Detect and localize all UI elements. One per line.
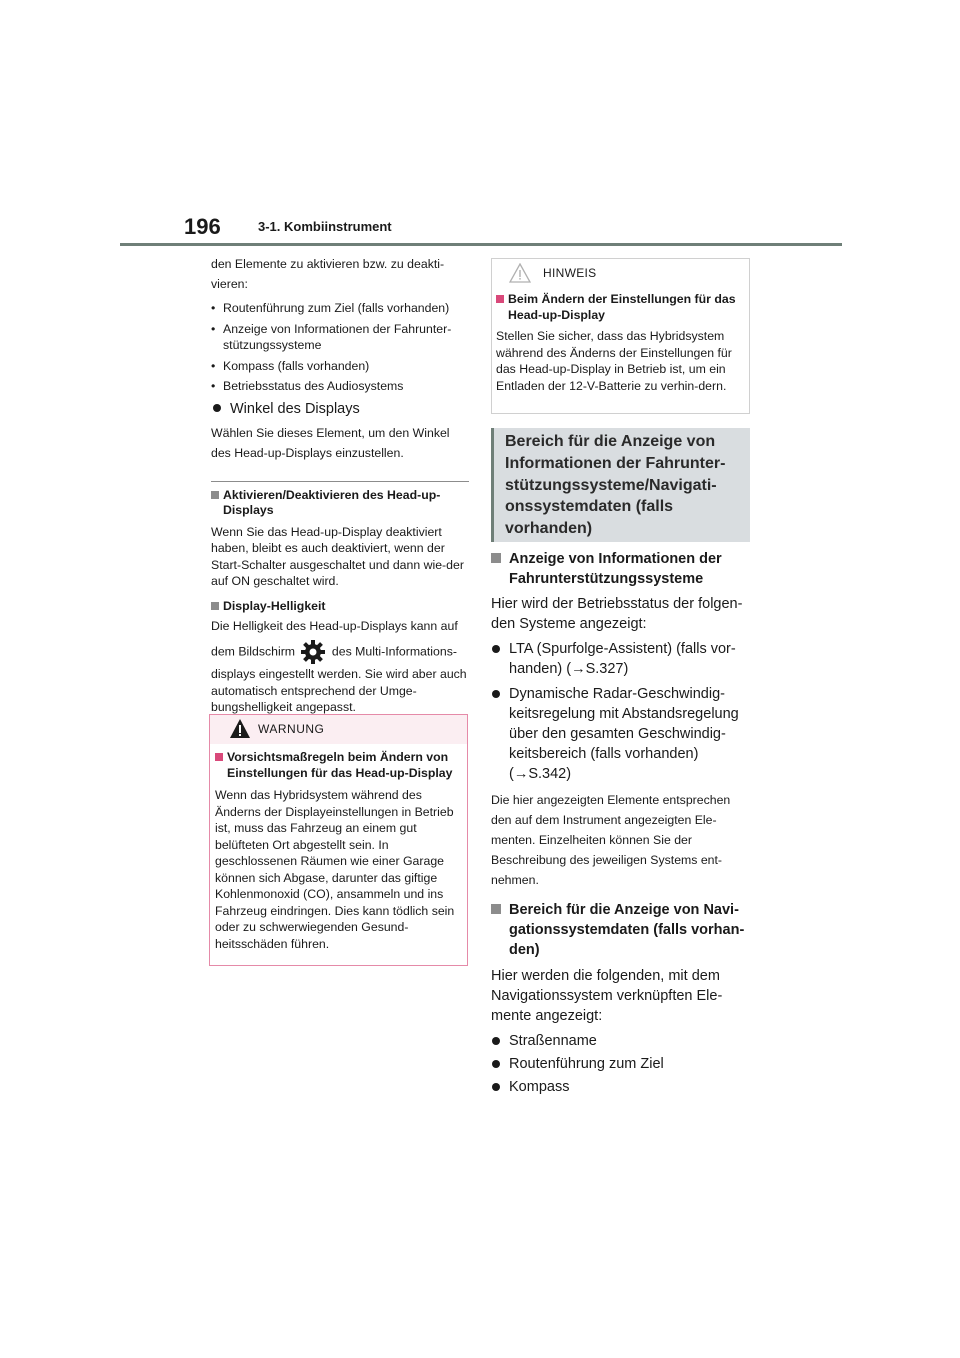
nav-heading: Bereich für die Anzeige von Navi-gationssystemdaten (falls vorhan-den) xyxy=(491,900,750,960)
banner-line: vorhanden) xyxy=(505,520,593,538)
warning-header xyxy=(210,715,467,744)
banner-line: stützungssysteme/Navigati- xyxy=(505,476,717,494)
list-item: Routenführung zum Ziel xyxy=(491,1054,750,1074)
bullet-dot xyxy=(492,645,500,653)
note-heading: Beim Ändern der Einstellungen für das Head-up-Display xyxy=(496,292,745,323)
warning-text: Wenn das Hybridsystem während des Änderns der Displayeinstellungen in Betrieb ist, muss das Fahrzeug an einem gut belüfteten Ort abgestellt sein. In geschlossenen Räumen wie einer Garage können sich Abgase, darunter das giftige Kohlenmonoxid (CO), ansammeln und ins Fahrzeug eindringen. Dies kann tödlich sein oder zu schwerwiegenden Gesund-heitsschäden führen. xyxy=(215,788,455,951)
feature-list xyxy=(211,300,469,395)
angle-text-2: des Head-up-Displays einzustellen. xyxy=(211,445,404,460)
gear-icon xyxy=(300,639,326,665)
warning-triangle-icon xyxy=(229,718,251,739)
square-marker xyxy=(491,553,501,563)
list-item: LTA (Spurfolge-Assistent) (falls vor-handen) (→S.327) xyxy=(491,639,750,679)
nav-list xyxy=(491,1031,750,1097)
bullet-dot xyxy=(492,1083,500,1091)
nav-intro: Hier werden die folgenden, mit dem Navigationssystem verknüpften Ele-mente angezeigt: xyxy=(491,968,723,1024)
list-item: Dynamische Radar-Geschwindig-keitsregelung mit Abstandsregelung über den gesamten Geschwindig-keitsbereich (falls vorhanden) (→S.342) xyxy=(491,684,750,784)
assist-note xyxy=(491,790,750,890)
section-title: 3-1. Kombiinstrument xyxy=(258,219,392,234)
list-item: • Anzeige von Informationen der Fahrunter-stützungssysteme xyxy=(211,321,452,352)
brightness-text-d: displays eingestellt werden. Sie wird aber auch automatisch entsprechend der Umge-bungshelligkeit angepasst. xyxy=(211,667,467,714)
bullet-dot xyxy=(492,1037,500,1045)
warning-label: WARNUNG xyxy=(258,722,325,736)
warning-box xyxy=(209,714,468,966)
assist-heading: Anzeige von Informationen der Fahrunterstützungssysteme xyxy=(491,549,750,589)
banner-line: Informationen der Fahrunter- xyxy=(505,454,726,472)
list-item: • Betriebsstatus des Audiosystems xyxy=(211,379,404,393)
note-label: HINWEIS xyxy=(543,266,597,280)
assist-list xyxy=(491,639,750,784)
left-column xyxy=(211,254,469,716)
right-column xyxy=(491,549,750,1100)
square-marker xyxy=(211,602,219,610)
list-item: Kompass xyxy=(491,1077,750,1097)
page-number: 196 xyxy=(184,214,221,239)
list-item: • Kompass (falls vorhanden) xyxy=(211,358,370,373)
warning-body xyxy=(210,744,467,952)
brightness-text-b: dem Bildschirm des Multi-Informations- xyxy=(211,639,469,665)
banner-line: onssystemdaten (falls xyxy=(505,498,674,516)
assist-note-line: Beschreibung des jeweiligen Systems ent- xyxy=(491,853,723,867)
note-text: Stellen Sie sicher, dass das Hybridsystem während des Änderns der Einstellungen für das Head-up-Display in Betrieb ist, um ein Entladen der 12-V-Batterie zu verhin-dern. xyxy=(496,329,732,393)
bullet-dot xyxy=(213,404,221,412)
brightness-text-a: Die Helligkeit des Head-up-Displays kann auf xyxy=(211,619,458,633)
caution-triangle-icon xyxy=(509,263,531,283)
assist-note-line: den auf dem Instrument angezeigten Ele- xyxy=(491,813,717,827)
assist-note-line: nehmen. xyxy=(491,873,539,887)
bullet-dot xyxy=(492,1060,500,1068)
assist-intro: Hier wird der Betriebsstatus der folgen-den Systeme angezeigt: xyxy=(491,596,743,632)
assist-note-line: Die hier angezeigten Elemente entsprechen xyxy=(491,793,731,807)
angle-text-1: Wählen Sie dieses Element, um den Winkel xyxy=(211,425,450,440)
intro-line-2: vieren: xyxy=(211,277,248,291)
brightness-heading: Display-Helligkeit xyxy=(211,599,469,615)
assist-note-line: menten. Einzelheiten können Sie der xyxy=(491,833,692,847)
banner-line: Bereich für die Anzeige von xyxy=(505,433,716,450)
note-box xyxy=(491,258,750,414)
section-divider xyxy=(211,481,469,482)
list-item: Straßenname xyxy=(491,1031,750,1051)
square-marker xyxy=(211,491,219,499)
intro-line-1: den Elemente zu aktivieren bzw. zu deakti- xyxy=(211,257,445,271)
note-body xyxy=(492,286,749,394)
header-rule xyxy=(120,243,842,246)
square-marker xyxy=(215,753,223,761)
angle-heading: Winkel des Displays xyxy=(211,399,469,419)
square-marker xyxy=(491,904,501,914)
warning-heading: Vorsichtsmaßregeln beim Ändern von Einstellungen für das Head-up-Display xyxy=(215,750,462,781)
square-marker xyxy=(496,295,504,303)
section-banner xyxy=(491,428,750,542)
toggle-text: Wenn Sie das Head-up-Display deaktiviert haben, bleibt es auch deaktiviert, wenn der Start-Schalter ausgeschaltet und dann wie-der auf ON geschaltet wird. xyxy=(211,524,464,588)
toggle-heading: Aktivieren/Deaktivieren des Head-up-Displays xyxy=(211,488,469,519)
list-item: • Routenführung zum Ziel (falls vorhanden) xyxy=(211,301,450,315)
note-header xyxy=(492,259,749,286)
bullet-dot xyxy=(492,690,500,698)
